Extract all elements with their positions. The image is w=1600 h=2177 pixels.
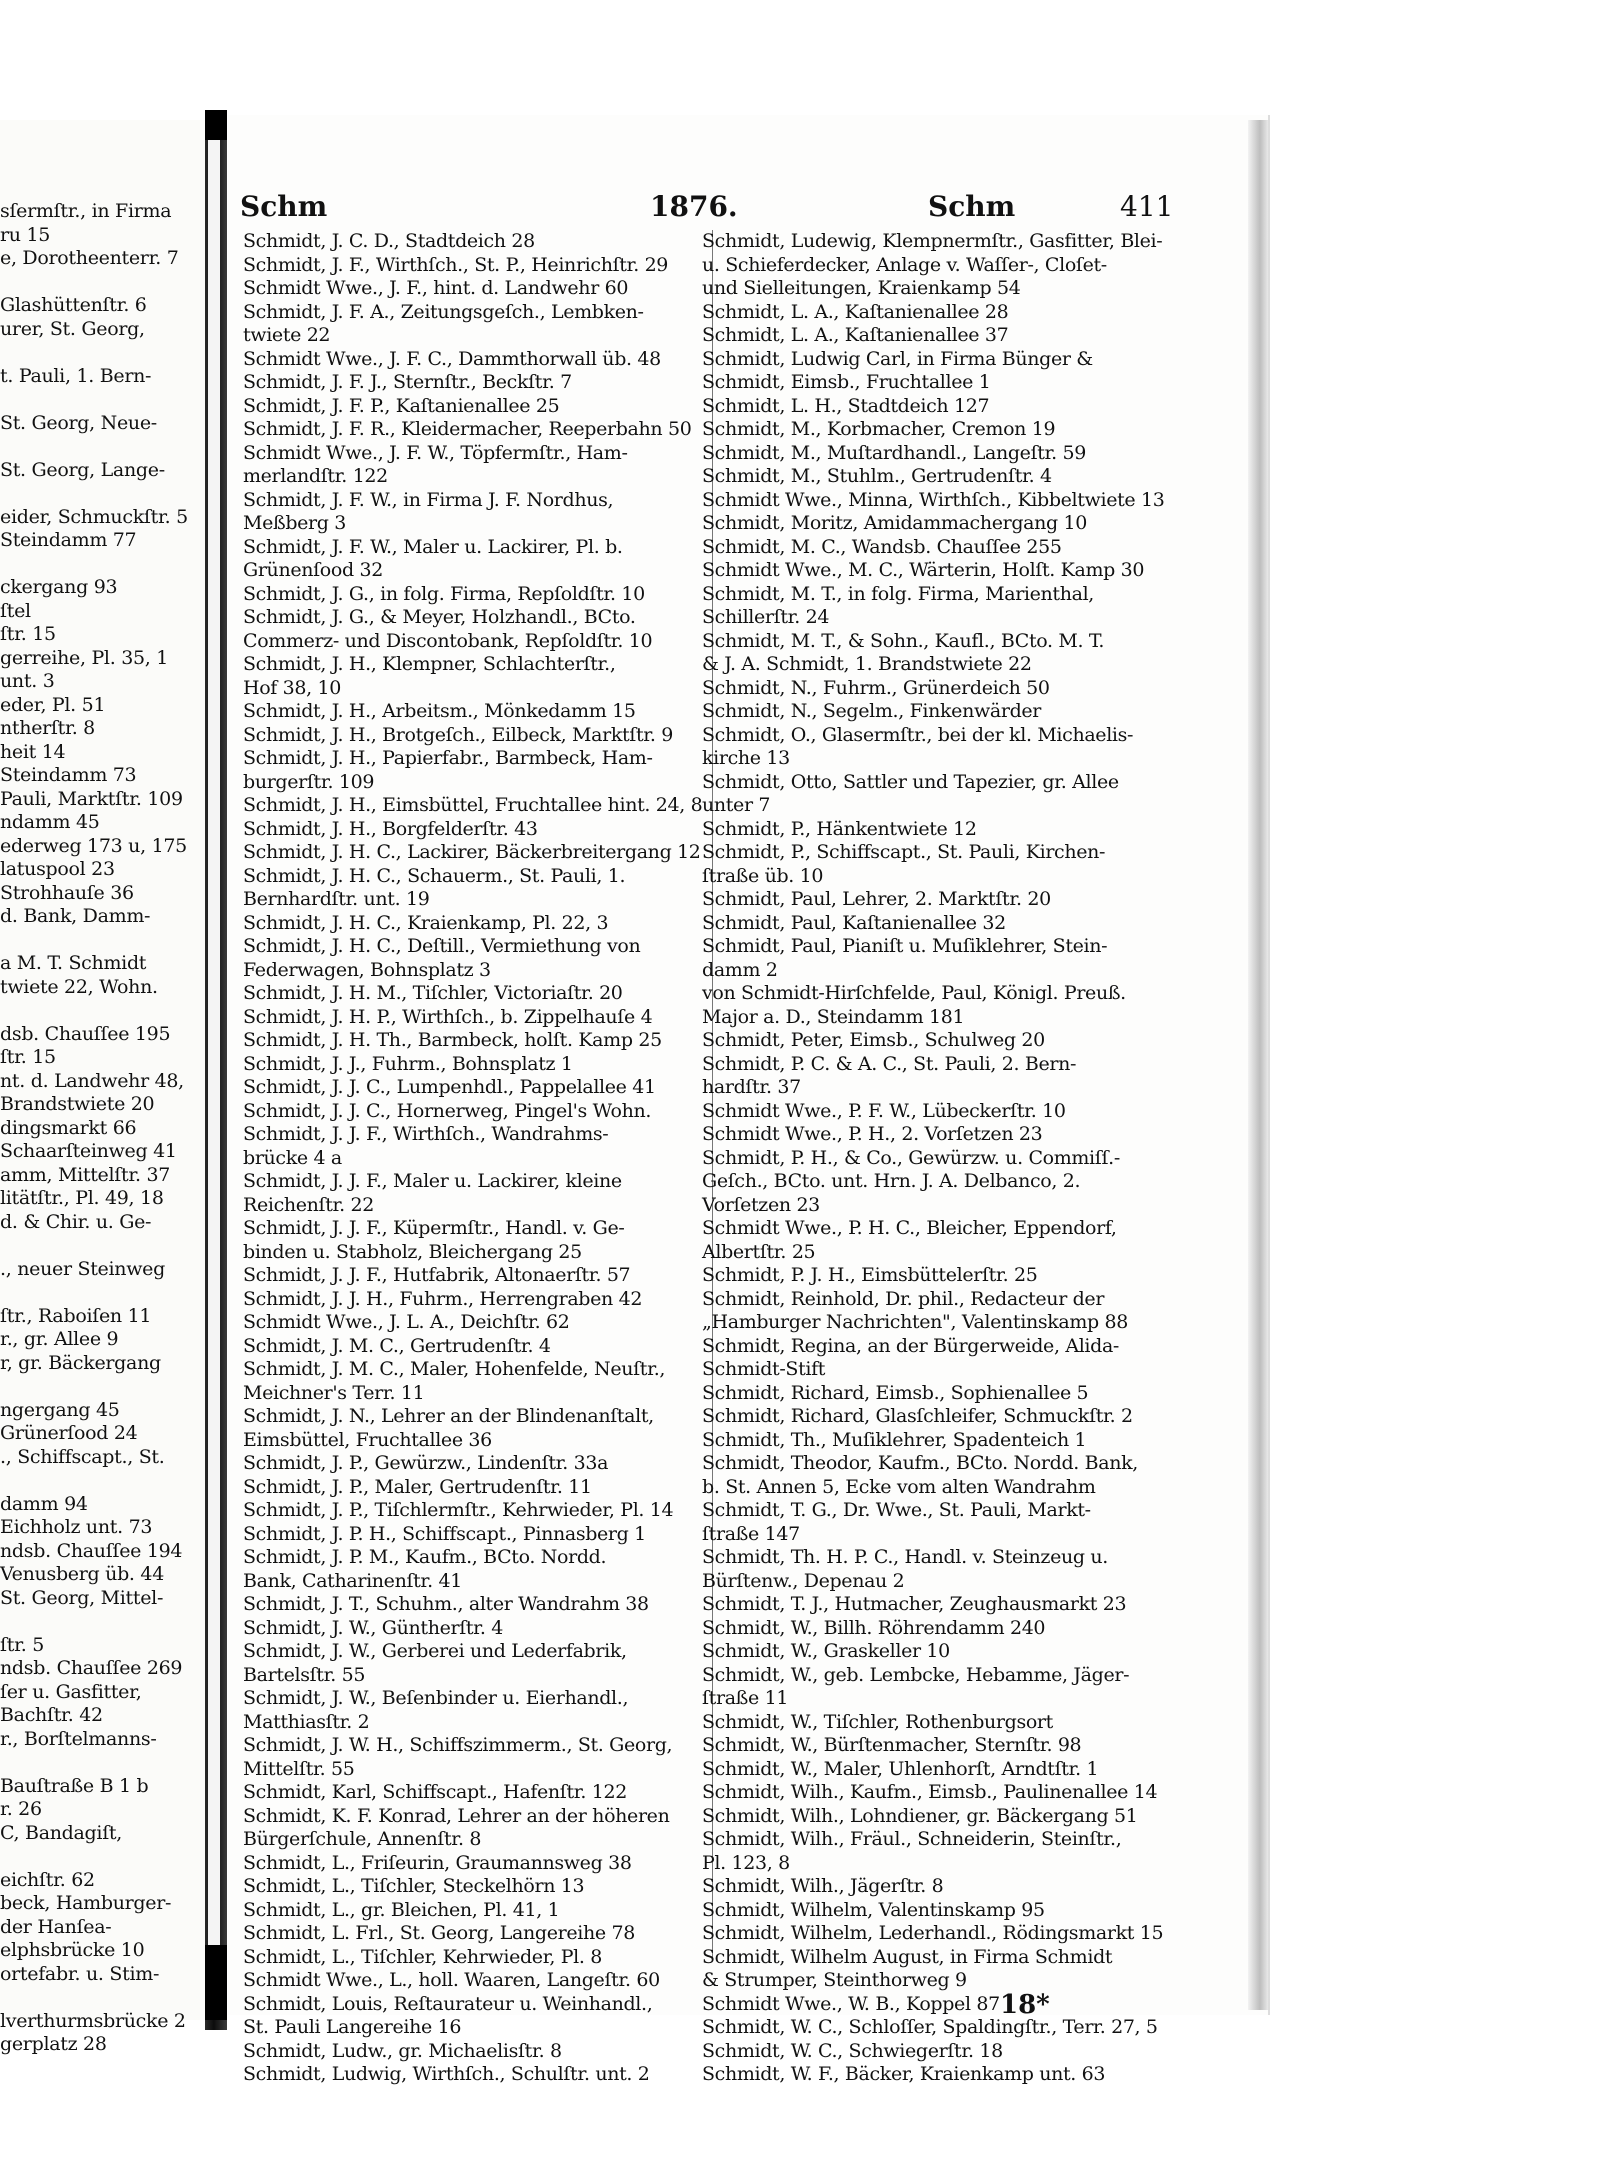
directory-entry-line: Schmidt, Paul, Lehrer, 2. Marktſtr. 20 (702, 888, 1051, 910)
left-page-line: Venusberg üb. 44 (0, 1563, 164, 1585)
directory-entry-line: Schmidt, N., Fuhrm., Grünerdeich 50 (702, 676, 1050, 699)
directory-entry-line: Schmidt, W. C., Schloſſer, Spaldingſtr., Terr. 27, 5 (702, 2016, 1158, 2038)
left-page-line: d. Bank, Damm- (0, 905, 151, 927)
directory-entry-line: Schmidt, Th., Muſiklehrer, Spadenteich 1 (702, 1428, 1087, 1451)
directory-entry-line: ſtraße 11 (702, 1687, 789, 1709)
directory-entry-line: Schmidt, L., Friſeurin, Graumannsweg 38 (243, 1851, 632, 1874)
left-page-line: eichſtr. 62 (0, 1868, 95, 1891)
left-page-line: lverthurmsbrücke 2 (0, 2009, 186, 2032)
directory-entry-line: Schmidt Wwe., J. F. W., Töpfermſtr., Ham- (243, 441, 628, 464)
directory-entry-line: Schmidt, J. H. C., Lackirer, Bäckerbreitergang 12 (243, 841, 701, 863)
left-page-line: heit 14 (0, 740, 66, 763)
directory-entry-line: Schmidt, Regina, an der Bürgerweide, Alida- (702, 1334, 1120, 1357)
directory-entry-line: Schmidt, L. H., Stadtdeich 127 (702, 394, 990, 417)
directory-entry-line: Reichenſtr. 22 (243, 1193, 375, 1216)
left-page-line: urer, St. Georg, (0, 317, 145, 340)
directory-entry-line: Mittelſtr. 55 (243, 1757, 355, 1780)
directory-entry-line: Schmidt, J. W. H., Schiffszimmerm., St. Georg, (243, 1734, 673, 1756)
directory-entry-line: Schmidt, W. F., Bäcker, Kraienkamp unt. 63 (702, 2063, 1106, 2085)
directory-entry-line: Schmidt, Louis, Reſtaurateur u. Weinhandl., (243, 1992, 653, 2015)
left-page-line: d. & Chir. u. Ge- (0, 1210, 152, 1233)
left-page-line: dingsmarkt 66 (0, 1116, 137, 1139)
directory-entry-line: Schmidt, Wilhelm August, in Firma Schmidt (702, 1945, 1113, 1968)
directory-entry-line: Bürſtenw., Depenau 2 (702, 1569, 905, 1592)
directory-entry-line: Schmidt, P., Hänkentwiete 12 (702, 817, 977, 840)
directory-entry-line: Schmidt, P. J. H., Eimsbüttelerſtr. 25 (702, 1264, 1038, 1286)
directory-entry-line: Schmidt, M. T., in folg. Firma, Marienthal, (702, 582, 1094, 605)
directory-entry-line: Schmidt, J. J. F., Wirthſch., Wandrahms- (243, 1123, 609, 1145)
directory-entry-line: Schmidt, J. H., Brotgeſch., Eilbeck, Marktſtr. 9 (243, 723, 674, 746)
directory-entry-line: Schmidt, J. P., Tiſchlermſtr., Kehrwieder, Pl. 14 (243, 1499, 674, 1521)
left-page-line: ndsb. Chauſſee 194 (0, 1539, 183, 1562)
directory-entry-line: unter 7 (702, 794, 771, 816)
directory-entry-line: Schmidt, Wilh., Kaufm., Eimsb., Paulinenallee 14 (702, 1781, 1158, 1803)
directory-entry-line: Schmidt, J. J. C., Hornerweg, Pingel's Wohn. (243, 1099, 652, 1122)
directory-entry-line: Schmidt, Wilh., Jägerſtr. 8 (702, 1875, 944, 1897)
directory-entry-line: Schmidt, J. H. M., Tiſchler, Victoriaſtr. 20 (243, 982, 623, 1004)
directory-entry-line: Schmidt, Richard, Glasſchleifer, Schmuckſtr. 2 (702, 1405, 1133, 1427)
directory-entry-line: Schmidt Wwe., P. H. C., Bleicher, Eppendorf, (702, 1217, 1117, 1239)
directory-entry-line: Bernhardſtr. unt. 19 (243, 888, 430, 910)
directory-entry-line: Schmidt Wwe., J. F., hint. d. Landwehr 60 (243, 277, 629, 299)
directory-entry-line: b. St. Annen 5, Ecke vom alten Wandrahm (702, 1475, 1096, 1498)
directory-entry-line: Schmidt, W., Bürſtenmacher, Sternſtr. 98 (702, 1734, 1082, 1756)
directory-entry-line: u. Schieferdecker, Anlage v. Waſſer-, Cloſet- (702, 253, 1107, 276)
directory-entry-line: Schmidt Wwe., L., holl. Waaren, Langeſtr. 60 (243, 1969, 660, 1991)
left-page-line: nt. d. Landwehr 48, (0, 1069, 184, 1092)
left-page-line: twiete 22, Wohn. (0, 975, 158, 998)
left-page-line: ntherſtr. 8 (0, 717, 95, 739)
directory-entry-line: Schmidt, Karl, Schiffscapt., Hafenſtr. 122 (243, 1781, 628, 1803)
directory-entry-line: Schmidt, W., geb. Lembcke, Hebamme, Jäger- (702, 1663, 1130, 1686)
left-page-line: r., gr. Allee 9 (0, 1328, 119, 1350)
left-page-line: a M. T. Schmidt (0, 952, 147, 974)
left-page-line: ckergang 93 (0, 576, 118, 598)
left-page-line: ., neuer Steinweg (0, 1257, 165, 1280)
directory-entry-line: Federwagen, Bohnsplatz 3 (243, 958, 491, 981)
page-header (240, 190, 1174, 230)
directory-entry-line: Schmidt, Wilh., Fräul., Schneiderin, Steinſtr., (702, 1828, 1122, 1850)
directory-entry-line: Schmidt, L. Frl., St. Georg, Langereihe 78 (243, 1922, 635, 1944)
directory-entry-line: brücke 4 a (243, 1146, 342, 1169)
entries-column-left (243, 230, 708, 2087)
directory-entry-line: Schmidt, J. M. C., Gertrudenſtr. 4 (243, 1334, 551, 1357)
left-page-line: ndamm 45 (0, 811, 100, 833)
directory-entry-line: Schmidt, J. W., Gerberei und Lederfabrik, (243, 1640, 627, 1662)
directory-entry-line: Schmidt Wwe., J. L. A., Deichſtr. 62 (243, 1311, 570, 1333)
left-page-line: sſermſtr., in Firma (0, 200, 172, 222)
page-edge (1248, 120, 1268, 2010)
directory-entry-line: Schmidt, J. M. C., Maler, Hohenfelde, Neuſtr., (243, 1358, 666, 1380)
directory-entry-line: Schmidt, L. A., Kaſtanienallee 37 (702, 324, 1009, 346)
left-page-line: St. Georg, Lange- (0, 458, 165, 481)
directory-entry-line: Matthiasſtr. 2 (243, 1710, 370, 1733)
header-year: 1876. (650, 190, 738, 223)
spine-dark-block-top (205, 110, 227, 140)
directory-entry-line: Schmidt, Eimsb., Fruchtallee 1 (702, 371, 991, 393)
directory-entry-line: Schmidt, W., Maler, Uhlenhorſt, Arndtſtr. 1 (702, 1757, 1099, 1780)
directory-entry-line: Schmidt Wwe., J. F. C., Dammthorwall üb. 48 (243, 347, 661, 370)
directory-entry-line: burgerſtr. 109 (243, 770, 375, 793)
directory-entry-line: twiete 22 (243, 324, 331, 346)
directory-entry-line: Albertſtr. 25 (702, 1240, 816, 1263)
directory-entry-line: Schmidt, Th. H. P. C., Handl. v. Steinzeug u. (702, 1546, 1108, 1568)
left-page-line: ngergang 45 (0, 1398, 120, 1421)
directory-entry-line: Schmidt, J. H. C., Deſtill., Vermiethung von (243, 935, 641, 957)
directory-entry-line: hardſtr. 37 (702, 1076, 801, 1098)
directory-entry-line: binden u. Stabholz, Bleichergang 25 (243, 1240, 582, 1263)
directory-entry-line: kirche 13 (702, 747, 790, 769)
left-page-line: beck, Hamburger- (0, 1892, 172, 1914)
directory-entry-line: ſtraße üb. 10 (702, 864, 824, 887)
left-page-line: ndsb. Chauſſee 269 (0, 1657, 183, 1679)
directory-entry-line: Schmidt, W., Tiſchler, Rothenburgsort (702, 1710, 1053, 1733)
left-page-line: ſtr. 5 (0, 1633, 45, 1656)
left-page-line: amm, Mittelſtr. 37 (0, 1163, 171, 1186)
left-page-line: Bauſtraße B 1 b (0, 1774, 149, 1797)
left-page-line: Pauli, Marktſtr. 109 (0, 787, 183, 810)
directory-entry-line: & J. A. Schmidt, 1. Brandstwiete 22 (702, 653, 1032, 675)
left-page-line: ſer u. Gasfitter, (0, 1680, 142, 1703)
directory-entry-line: Bank, Catharinenſtr. 41 (243, 1569, 462, 1592)
left-page-line: Schaarſteinweg 41 (0, 1140, 177, 1162)
directory-entry-line: Schmidt Wwe., M. C., Wärterin, Holſt. Kamp 30 (702, 559, 1145, 581)
directory-entry-line: Schmidt, J. G., in folg. Firma, Repſoldſtr. 10 (243, 582, 645, 605)
directory-entry-line: Schmidt, M. C., Wandsb. Chauſſee 255 (702, 535, 1062, 558)
directory-entry-line: Schmidt-Stift (702, 1358, 826, 1380)
spine-dark-block-bottom (205, 1945, 227, 2020)
directory-entry-line: Eimsbüttel, Fruchtallee 36 (243, 1428, 492, 1451)
directory-entry-line: Schmidt, W. C., Schwiegerſtr. 18 (702, 2039, 1003, 2062)
directory-entry-line: Schmidt, J. C. D., Stadtdeich 28 (243, 230, 535, 252)
directory-entry-line: Schmidt, J. H., Borgfelderſtr. 43 (243, 817, 538, 840)
directory-entry-line: Schmidt, J. J., Fuhrm., Bohnsplatz 1 (243, 1052, 573, 1075)
directory-entry-line: Schmidt, W., Graskeller 10 (702, 1640, 950, 1662)
header-right-keyword: Schm (928, 190, 1016, 223)
directory-entry-line: Schmidt, J. W., Beſenbinder u. Eierhandl., (243, 1687, 629, 1709)
directory-entry-line: Schmidt, P. H., & Co., Gewürzw. u. Commiſſ.- (702, 1146, 1120, 1169)
directory-entry-line: Schmidt, J. H. Th., Barmbeck, holſt. Kamp 25 (243, 1029, 662, 1051)
directory-entry-line: Schmidt, O., Glasermſtr., bei der kl. Michaelis- (702, 723, 1134, 746)
directory-entry-line: Schmidt, J. P. M., Kaufm., BCto. Nordd. (243, 1546, 607, 1568)
left-page-line: eder, Pl. 51 (0, 693, 106, 716)
directory-entry-line: & Strumper, Steinthorweg 9 (702, 1969, 967, 1991)
directory-entry-line: Schmidt, J. F. J., Sternſtr., Beckſtr. 7 (243, 371, 572, 393)
directory-entry-line: Schmidt, Ludwig, Wirthſch., Schulſtr. unt. 2 (243, 2063, 650, 2085)
left-page-line: ſtr. 15 (0, 1046, 56, 1068)
directory-entry-line: Schmidt, L. A., Kaſtanienallee 28 (702, 300, 1009, 323)
directory-entry-line: Schmidt, Moritz, Amidammachergang 10 (702, 512, 1088, 534)
directory-entry-line: Schmidt, M., Stuhlm., Gertrudenſtr. 4 (702, 465, 1052, 487)
directory-entry-line: Schmidt Wwe., W. B., Koppel 87 (702, 1992, 1000, 2015)
header-left-keyword: Schm (240, 190, 328, 223)
left-page-line: dsb. Chauſſee 195 (0, 1022, 171, 1045)
directory-entry-line: Schmidt, J. H., Papierfabr., Barmbeck, Ham- (243, 747, 653, 769)
directory-entry-line: Schmidt, L., gr. Bleichen, Pl. 41, 1 (243, 1898, 560, 1921)
directory-entry-line: Schmidt, J. G., & Meyer, Holzhandl., BCto. (243, 606, 636, 628)
directory-entry-line: Schmidt, Richard, Eimsb., Sophienallee 5 (702, 1381, 1089, 1404)
directory-entry-line: Schmidt, J. F. W., in Firma J. F. Nordhus, (243, 488, 614, 511)
directory-entry-line: Schmidt, Wilhelm, Lederhandl., Rödingsmarkt 15 (702, 1922, 1164, 1944)
directory-entry-line: merlandſtr. 122 (243, 465, 388, 487)
left-page-line: ., Schiffscapt., St. (0, 1445, 165, 1468)
directory-entry-line: Schmidt, M. T., & Sohn., Kaufl., BCto. M. T. (702, 629, 1105, 652)
directory-entry-line: Schmidt, Theodor, Kaufm., BCto. Nordd. Bank, (702, 1452, 1138, 1474)
directory-entry-line: Schmidt, J. H. C., Schauerm., St. Pauli, 1. (243, 864, 626, 887)
directory-entry-line: Schmidt, T. J., Hutmacher, Zeughausmarkt 23 (702, 1593, 1127, 1615)
directory-entry-line: Meßberg 3 (243, 512, 347, 534)
directory-entry-line: Schmidt, J. J. F., Hutfabrik, Altonaerſtr. 57 (243, 1264, 631, 1286)
directory-entry-line: Schmidt, Peter, Eimsb., Schulweg 20 (702, 1029, 1045, 1051)
signature-mark: 18* (1000, 1990, 1050, 2020)
directory-entry-line: Commerz- und Discontobank, Repſoldſtr. 10 (243, 629, 653, 652)
directory-entry-line: Schmidt, N., Segelm., Finkenwärder (702, 700, 1042, 722)
directory-entry-line: Pl. 123, 8 (702, 1851, 790, 1874)
left-page-line: Steindamm 73 (0, 764, 137, 786)
directory-entry-line: Schmidt, Paul, Pianiſt u. Muſiklehrer, Stein- (702, 935, 1108, 957)
directory-entry-line: Schmidt, Otto, Sattler und Tapezier, gr. Allee (702, 770, 1119, 793)
directory-entry-line: Meichner's Terr. 11 (243, 1381, 425, 1404)
directory-entry-line: Schmidt, J. J. F., Maler u. Lackirer, kleine (243, 1170, 622, 1192)
entries-column-right (702, 230, 1167, 2087)
directory-entry-line: Schmidt, Reinhold, Dr. phil., Redacteur der (702, 1287, 1105, 1310)
directory-entry-line: „Hamburger Nachrichten", Valentinskamp 88 (702, 1311, 1129, 1333)
left-page-line: damm 94 (0, 1492, 88, 1515)
left-page-line: latuspool 23 (0, 858, 115, 880)
directory-entry-line: damm 2 (702, 958, 778, 981)
directory-entry-line: Schmidt, W., Billh. Röhrendamm 240 (702, 1616, 1046, 1639)
directory-entry-line: St. Pauli Langereihe 16 (243, 2016, 462, 2038)
directory-entry-line: und Sielleitungen, Kraienkamp 54 (702, 277, 1021, 299)
directory-entry-line: Schmidt, M., Muſtardhandl., Langeſtr. 59 (702, 441, 1087, 464)
directory-entry-line: Bürgerſchule, Annenſtr. 8 (243, 1828, 482, 1850)
left-page-line: Brandstwiete 20 (0, 1093, 155, 1115)
left-page-line: ſtr., Raboiſen 11 (0, 1304, 152, 1327)
directory-entry-line: Schmidt, J. P., Gewürzw., Lindenſtr. 33a (243, 1452, 609, 1474)
left-page-line: e, Dorotheenterr. 7 (0, 247, 179, 269)
directory-entry-line: Schmidt, J. P., Maler, Gertrudenſtr. 11 (243, 1475, 592, 1498)
left-page-line: eider, Schmuckſtr. 5 (0, 505, 188, 528)
directory-entry-line: Schmidt, J. J. H., Fuhrm., Herrengraben 42 (243, 1287, 643, 1310)
left-page-line: St. Georg, Neue- (0, 411, 157, 434)
directory-entry-line: Schmidt, P. C. & A. C., St. Pauli, 2. Bern- (702, 1052, 1077, 1075)
directory-entry-line: Schillerſtr. 24 (702, 606, 830, 628)
left-page-line: ortefabr. u. Stim- (0, 1962, 160, 1985)
directory-entry-line: Schmidt, J. T., Schuhm., alter Wandrahm 38 (243, 1593, 649, 1615)
left-page-line: St. Georg, Mittel- (0, 1586, 164, 1609)
left-page-line: ſtr. 15 (0, 623, 56, 645)
left-page-line: Glashüttenſtr. 6 (0, 294, 147, 316)
directory-entry-line: Schmidt, J. F. P., Kaſtanienallee 25 (243, 394, 560, 417)
directory-entry-line: Schmidt, P., Schiffscapt., St. Pauli, Kirchen- (702, 841, 1106, 863)
left-page-line: unt. 3 (0, 670, 55, 692)
directory-entry-line: Schmidt, Ludewig, Klempnermſtr., Gasfitter, Blei- (702, 230, 1163, 252)
directory-entry-line: Hof 38, 10 (243, 676, 342, 699)
directory-entry-line: Schmidt, J. F., Wirthſch., St. P., Heinrichſtr. 29 (243, 253, 669, 276)
left-page-line: C, Bandagiſt, (0, 1821, 123, 1844)
directory-entry-line: Vorſetzen 23 (702, 1193, 820, 1216)
directory-entry-line: Schmidt, L., Tiſchler, Steckelhörn 13 (243, 1875, 585, 1897)
left-page-line: Grünerſood 24 (0, 1422, 138, 1444)
left-page-line: gerplatz 28 (0, 2033, 107, 2055)
directory-entry-line: Schmidt, J. P. H., Schiffscapt., Pinnasberg 1 (243, 1522, 646, 1545)
directory-entry-line: Schmidt Wwe., Minna, Wirthſch., Kibbeltwiete 13 (702, 488, 1165, 511)
directory-entry-line: Bartelsſtr. 55 (243, 1663, 366, 1686)
left-page-line: t. Pauli, 1. Bern- (0, 364, 152, 387)
directory-entry-line: Schmidt, J. H. P., Wirthſch., b. Zippelhauſe 4 (243, 1005, 653, 1028)
directory-entry-line: Schmidt, J. H., Eimsbüttel, Fruchtallee hint. 24, 8 (243, 794, 703, 816)
spine-gap (208, 140, 220, 2000)
directory-entry-line: Schmidt, Ludw., gr. Michaelisſtr. 8 (243, 2039, 562, 2062)
directory-entry-line: Schmidt, J. F. A., Zeitungsgeſch., Lembken- (243, 300, 644, 323)
left-page-line: r. 26 (0, 1798, 42, 1820)
left-page-line: Steindamm 77 (0, 529, 137, 551)
directory-entry-line: Schmidt, K. F. Konrad, Lehrer an der höheren (243, 1804, 670, 1827)
directory-entry-line: Schmidt, J. J. F., Küpermſtr., Handl. v. Ge- (243, 1217, 625, 1239)
left-page-line: r., Borſtelmanns- (0, 1727, 157, 1750)
directory-entry-line: ſtraße 147 (702, 1522, 800, 1545)
left-page-line: elphsbrücke 10 (0, 1939, 145, 1961)
directory-entry-line: Schmidt, J. F. R., Kleidermacher, Reeperbahn 50 (243, 418, 692, 440)
left-page-line: ru 15 (0, 223, 51, 246)
directory-entry-line: Schmidt, J. W., Güntherſtr. 4 (243, 1616, 503, 1639)
directory-entry-line: Schmidt, L., Tiſchler, Kehrwieder, Pl. 8 (243, 1945, 602, 1968)
directory-entry-line: Schmidt, J. N., Lehrer an der Blindenanſtalt, (243, 1405, 654, 1427)
directory-entry-line: Schmidt, Wilhelm, Valentinskamp 95 (702, 1898, 1045, 1921)
left-page-line: r, gr. Bäckergang (0, 1351, 161, 1374)
directory-entry-line: Schmidt, T. G., Dr. Wwe., St. Pauli, Markt- (702, 1499, 1091, 1521)
directory-entry-line: Schmidt, Paul, Kaſtanienallee 32 (702, 911, 1006, 934)
left-page-line: gerreihe, Pl. 35, 1 (0, 646, 169, 669)
left-page-fragment (0, 120, 205, 2055)
directory-entry-line: Major a. D., Steindamm 181 (702, 1005, 965, 1028)
left-page-line: der Hanſea- (0, 1915, 112, 1938)
page-number: 411 (1120, 190, 1174, 223)
directory-entry-line: von Schmidt-Hirſchfelde, Paul, Königl. Preuß. (702, 982, 1126, 1004)
directory-entry-line: Schmidt Wwe., P. H., 2. Vorſetzen 23 (702, 1123, 1043, 1145)
left-page-line: ederweg 173 u, 175 (0, 834, 187, 857)
directory-entry-line: Schmidt, J. H. C., Kraienkamp, Pl. 22, 3 (243, 911, 609, 934)
directory-entry-line: Schmidt, J. J. C., Lumpenhdl., Pappelallee 41 (243, 1076, 656, 1098)
left-page-line: Bachſtr. 42 (0, 1704, 103, 1726)
directory-entry-line: Schmidt, J. H., Klempner, Schlachterſtr., (243, 653, 616, 675)
directory-entry-line: Schmidt, Wilh., Lohndiener, gr. Bäckergang 51 (702, 1804, 1138, 1827)
directory-entry-line: Schmidt, J. H., Arbeitsm., Mönkedamm 15 (243, 700, 636, 722)
directory-entry-line: Schmidt, M., Korbmacher, Cremon 19 (702, 418, 1056, 440)
left-page-line: ſtel (0, 599, 31, 622)
left-page-line: litätſtr., Pl. 49, 18 (0, 1187, 164, 1209)
directory-entry-line: Grünenſood 32 (243, 559, 383, 581)
directory-entry-line: Schmidt Wwe., P. F. W., Lübeckerſtr. 10 (702, 1099, 1066, 1122)
directory-entry-line: Schmidt, J. F. W., Maler u. Lackirer, Pl. b. (243, 535, 623, 558)
directory-entry-line: Geſch., BCto. unt. Hrn. J. A. Delbanco, 2. (702, 1170, 1081, 1192)
left-page-line: Eichholz unt. 73 (0, 1516, 153, 1538)
directory-entry-line: Schmidt, Ludwig Carl, in Firma Bünger & (702, 347, 1093, 370)
left-page-line: Strohhauſe 36 (0, 881, 134, 904)
